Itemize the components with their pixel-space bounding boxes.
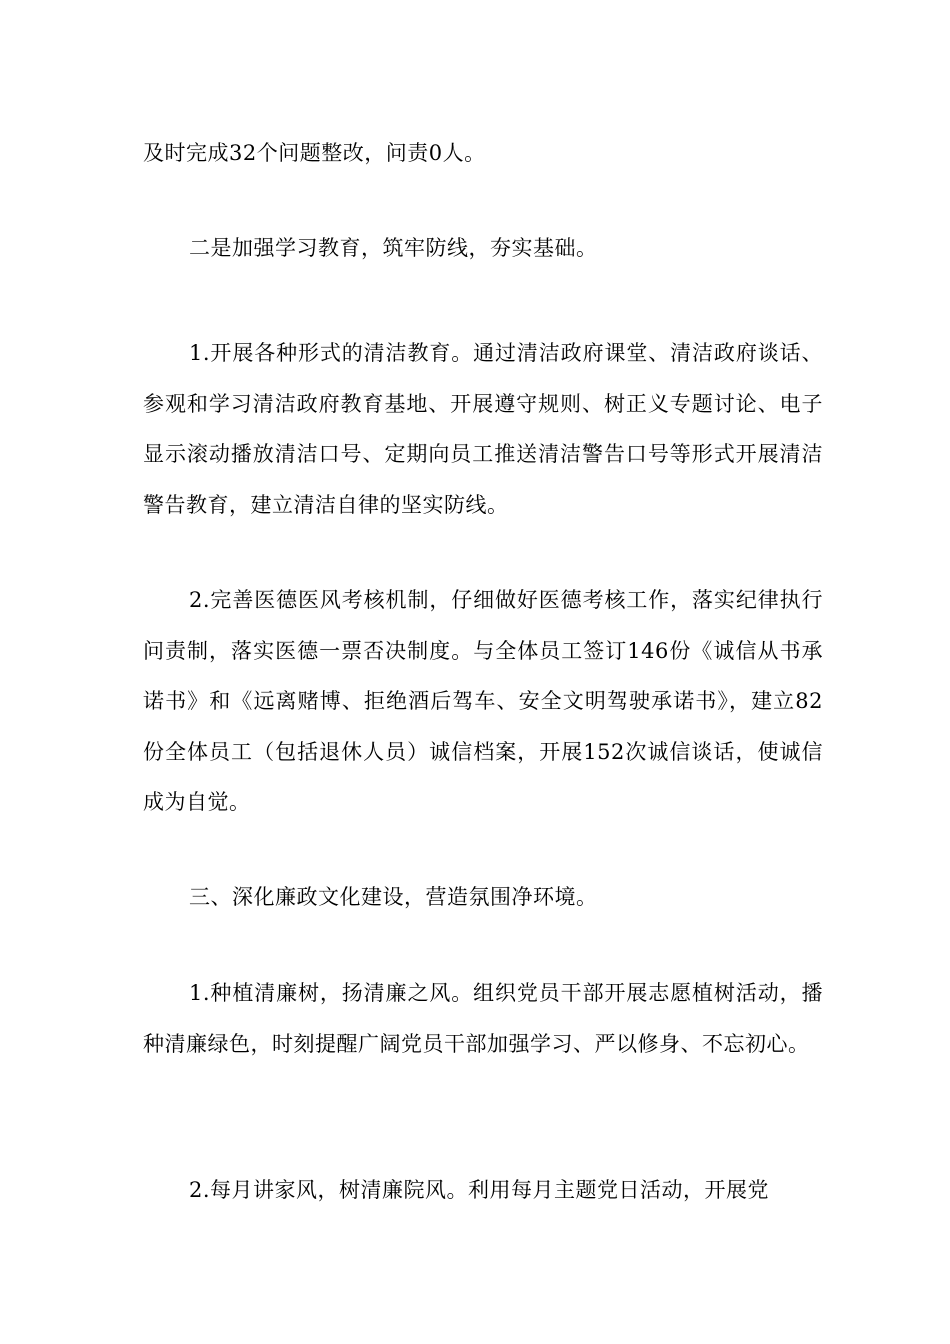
paragraph-clean-education: 1.开展各种形式的清洁教育。通过清洁政府课堂、清洁政府谈话、参观和学习清洁政府教育基地、开展遵守规则、树正义专题讨论、电子显示滚动播放清洁口号、定期向员工推送清洁警告口号等形式开展清洁警告教育，建立清洁自律的坚实防线。 — [143, 341, 823, 517]
paragraph-medical-ethics: 2.完善医德医风考核机制，仔细做好医德考核工作，落实纪律执行问责制，落实医德一票否决制度。与全体员工签订146份《诚信从书承诺书》和《远离赌博、拒绝酒后驾车、安全文明驾驶承诺书》，建立82份全体员工（包括退休人员）诚信档案，开展152次诚信谈话，使诚信成为自觉。 — [143, 588, 823, 814]
paragraph-continuation: 及时完成32个问题整改，问责0人。 — [143, 141, 486, 165]
paragraph-family-style: 2.每月讲家风，树清廉院风。利用每月主题党日活动，开展党 — [189, 1178, 770, 1202]
section-heading-culture: 三、深化廉政文化建设，营造氛围净环境。 — [189, 885, 598, 909]
section-heading-study-education: 二是加强学习教育，筑牢防线，夯实基础。 — [189, 236, 598, 260]
paragraph-planting-trees: 1.种植清廉树，扬清廉之风。组织党员干部开展志愿植树活动，播种清廉绿色，时刻提醒广阔党员干部加强学习、严以修身、不忘初心。 — [143, 981, 823, 1056]
